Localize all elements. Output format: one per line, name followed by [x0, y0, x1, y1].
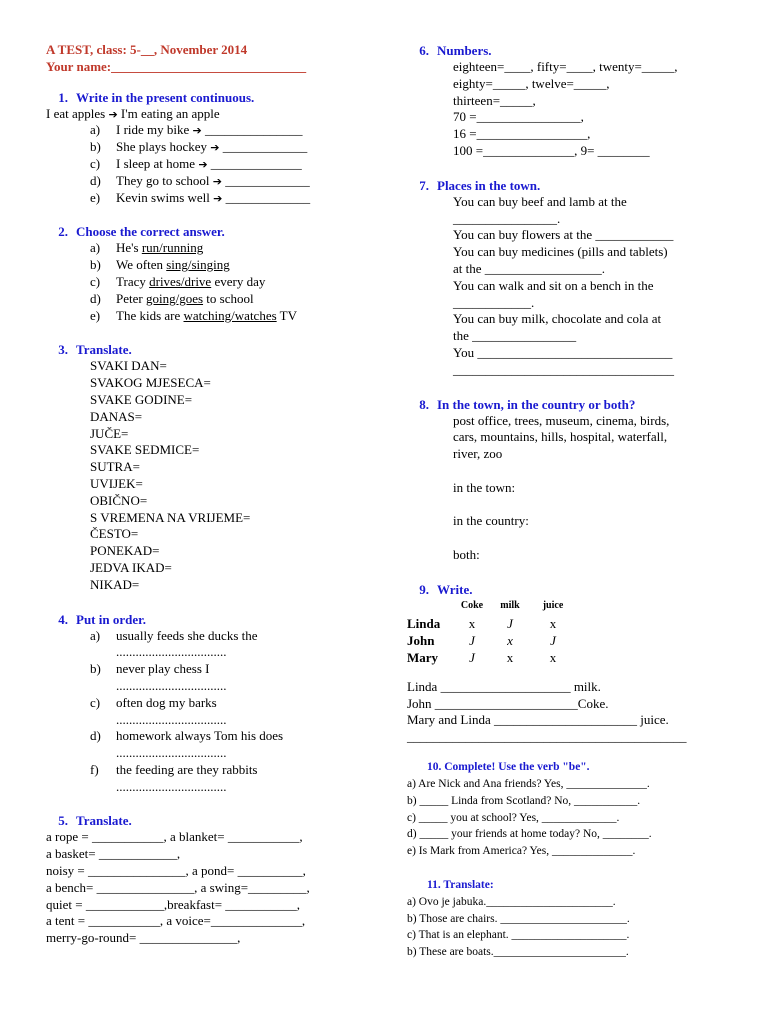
word-list: post office, trees, museum, cinema, birds, [453, 412, 670, 428]
column-header: juice [542, 600, 564, 612]
section-2-heading: 2. Choose the correct answer. [58, 224, 225, 240]
complete-line[interactable]: b) _____ Linda from Scotland? No, ___________. [407, 794, 641, 807]
arrow-right-icon: ➔ [198, 157, 208, 171]
translate-word: SVAKE SEDMICE= [90, 442, 200, 458]
write-sentence[interactable]: John ______________________Coke. [407, 695, 609, 711]
number-line[interactable]: thirteen=_____, [453, 92, 536, 108]
arrow-right-icon: ➔ [192, 124, 202, 138]
answer-blank[interactable]: _____________ [225, 189, 311, 205]
table-header-row [407, 598, 577, 615]
choice-option[interactable]: drives/drive [149, 273, 212, 289]
section-5-heading: 5. Translate. [58, 813, 132, 829]
translate-sentence[interactable]: b) These are boats._______________________. [407, 946, 629, 959]
arrow-right-icon: ➔ [210, 141, 220, 155]
arrow-right-icon: ➔ [213, 191, 223, 205]
places-line[interactable]: You ______________________________ [453, 344, 673, 360]
both-label[interactable]: both: [453, 546, 480, 562]
table-cell: J [469, 632, 475, 648]
word-list: river, zoo [453, 446, 503, 462]
translate-word: SVAKOG MJESECA= [90, 375, 211, 391]
section-6-heading: 6. Numbers. [419, 43, 492, 58]
table-cell: x [506, 649, 514, 665]
section-8-heading: 8. In the town, in the country or both? [419, 396, 636, 412]
example-line [46, 106, 376, 123]
list-item: a) He's run/running [90, 240, 204, 256]
list-item: e) The kids are watching/watches TV [90, 307, 298, 323]
right-column [407, 42, 737, 961]
table-cell: x [549, 649, 557, 665]
translate-sentence[interactable]: c) That is an elephant. ____________________. [407, 929, 630, 942]
places-line[interactable]: ____________. [453, 294, 535, 310]
places-line[interactable]: at the __________________. [453, 260, 606, 276]
complete-line[interactable]: c) _____ you at school? Yes, _____________. [407, 811, 620, 824]
translate-word: JEDVA IKAD= [90, 559, 172, 575]
section-number: 1. [58, 89, 68, 105]
row-name: John [407, 632, 435, 648]
word-list: cars, mountains, hills, hospital, waterfall, [453, 429, 668, 445]
number-line[interactable]: 70 =________________, [453, 109, 584, 125]
table-cell: x [549, 615, 557, 631]
country-label[interactable]: in the country: [453, 513, 529, 529]
translate-line[interactable]: noisy = _______________, a pond= __________, [46, 863, 306, 879]
answer-blank[interactable]: _______________ [205, 122, 303, 138]
answer-blank[interactable]: ______________ [210, 155, 302, 171]
example-input: I eat apples [46, 105, 106, 121]
places-line[interactable]: ________________. [453, 210, 561, 226]
complete-line[interactable]: e) Is Mark from America? Yes, ______________. [407, 845, 636, 858]
example-answer: I'm eating an apple [120, 105, 220, 121]
table-cell: J [550, 632, 556, 648]
translate-word: UVIJEK= [90, 475, 143, 491]
row-name: Mary [407, 649, 439, 665]
row-name: Linda [407, 615, 441, 631]
arrow-right-icon: ➔ [108, 107, 118, 121]
answer-blank[interactable]: _____________ [222, 139, 308, 155]
places-line: You can walk and sit on a bench in the [453, 277, 654, 293]
table-row [407, 632, 577, 649]
number-line[interactable]: 100 =______________, 9= ________ [453, 142, 650, 158]
write-sentence[interactable]: ___________________________________________ [407, 729, 687, 745]
translate-word: SVAKI DAN= [90, 358, 167, 374]
section-11-heading: 11. Translate: [427, 878, 494, 891]
choice-option[interactable]: watching/watches [183, 307, 277, 323]
answer-dots[interactable]: .................................. [116, 644, 227, 660]
translate-word: OBIČNO= [90, 492, 148, 508]
number-line[interactable]: 16 =_________________, [453, 126, 591, 142]
complete-line[interactable]: a) Are Nick and Ana friends? Yes, ______________. [407, 777, 650, 790]
table-row [407, 649, 577, 666]
name-field-label: Your name:______________________________ [46, 58, 307, 74]
translate-word: DANAS= [90, 408, 143, 424]
write-sentence[interactable]: Mary and Linda ______________________ juice. [407, 712, 669, 728]
list-item: c) often dog my barks [90, 694, 217, 710]
list-item: d) homework always Tom his does [90, 728, 284, 744]
table-cell: x [507, 632, 513, 648]
translate-line[interactable]: quiet = ____________,breakfast= ___________, [46, 896, 301, 912]
test-title: A TEST, class: 5-__, November 2014 [46, 42, 248, 57]
section-1-heading [46, 89, 376, 106]
translate-word: SVAKE GODINE= [90, 391, 193, 407]
answer-dots[interactable]: .................................. [116, 745, 227, 761]
number-line[interactable]: eighteen=____, fifty=____, twenty=_____, [453, 59, 678, 74]
list-item: b) never play chess I [90, 661, 210, 677]
places-line[interactable]: __________________________________ [453, 361, 674, 377]
answer-dots[interactable]: .................................. [116, 677, 227, 693]
column-header: milk [500, 600, 520, 612]
translate-line[interactable]: a bench= _______________, a swing=_________, [46, 879, 310, 895]
places-line[interactable]: You can buy flowers at the ____________ [453, 227, 674, 243]
choice-option[interactable]: going/goes [145, 290, 204, 306]
translate-word: S VREMENA NA VRIJEME= [90, 509, 251, 525]
answer-blank[interactable]: _____________ [225, 172, 310, 188]
table-cell: J [507, 615, 513, 631]
list-item: c) I sleep at home ➔ ______________ [90, 155, 302, 171]
choice-option[interactable]: sing/singing [166, 257, 230, 273]
write-sentence[interactable]: Linda ____________________ milk. [407, 678, 601, 694]
places-line: You can buy milk, chocolate and cola at [453, 311, 662, 327]
translate-word: NIKAD= [90, 576, 140, 592]
table-row [407, 615, 577, 632]
translate-line[interactable]: a basket= ____________, [46, 846, 181, 862]
list-item: b) We often sing/singing [90, 257, 230, 273]
town-label[interactable]: in the town: [453, 479, 516, 495]
translate-sentence[interactable]: a) Ovo je jabuka.______________________. [407, 895, 616, 908]
translate-word: ČESTO= [90, 526, 139, 542]
section-4-heading: 4. Put in order. [58, 611, 146, 627]
answer-dots[interactable]: .................................. [116, 778, 227, 794]
list-item: e) Kevin swims well ➔ _____________ [90, 189, 311, 205]
left-column [46, 42, 376, 947]
list-item: a) I ride my bike ➔ _______________ [90, 122, 303, 138]
list-item: d) Peter going/goes to school [90, 290, 254, 306]
answer-dots[interactable]: .................................. [116, 711, 227, 727]
list-item: d) They go to school ➔ _____________ [90, 172, 310, 188]
section-7-heading: 7. Places in the town. [419, 177, 541, 193]
table-cell: x [468, 615, 476, 631]
list-item: c) Tracy drives/drive every day [90, 273, 266, 289]
places-line[interactable]: the ________________ [453, 328, 577, 344]
complete-line[interactable]: d) _____ your friends at home today? No, ________. [407, 828, 652, 841]
preferences-table [407, 598, 577, 666]
section-10-heading: 10. Complete! Use the verb "be". [427, 760, 590, 773]
column-header: Coke [460, 600, 484, 612]
translate-word: PONEKAD= [90, 543, 160, 559]
places-line: You can buy beef and lamb at the [453, 193, 627, 209]
list-item: f) the feeding are they rabbits [90, 761, 258, 777]
places-line: You can buy medicines (pills and tablets) [453, 244, 668, 260]
section-3-heading: 3. Translate. [58, 342, 132, 358]
list-item: a) usually feeds she ducks the [90, 627, 258, 643]
translate-word: SUTRA= [90, 459, 140, 475]
section-9-heading: 9. Write. [419, 581, 473, 597]
arrow-right-icon: ➔ [212, 174, 222, 188]
translate-sentence[interactable]: b) Those are chairs. ______________________. [407, 912, 630, 925]
translate-word: JUČE= [90, 425, 129, 441]
number-line[interactable]: eighty=_____, twelve=_____, [453, 75, 610, 91]
translate-line[interactable]: merry-go-round= _______________, [46, 930, 241, 946]
choice-option[interactable]: run/running [141, 240, 204, 256]
table-cell: J [469, 649, 475, 665]
list-item: b) She plays hockey ➔ _____________ [90, 139, 308, 155]
translate-line[interactable]: a rope = ___________, a blanket= ___________, [46, 829, 303, 845]
translate-line[interactable]: a tent = ___________, a voice=______________, [46, 913, 306, 929]
section-title: Write in the present continuous. [76, 89, 255, 105]
